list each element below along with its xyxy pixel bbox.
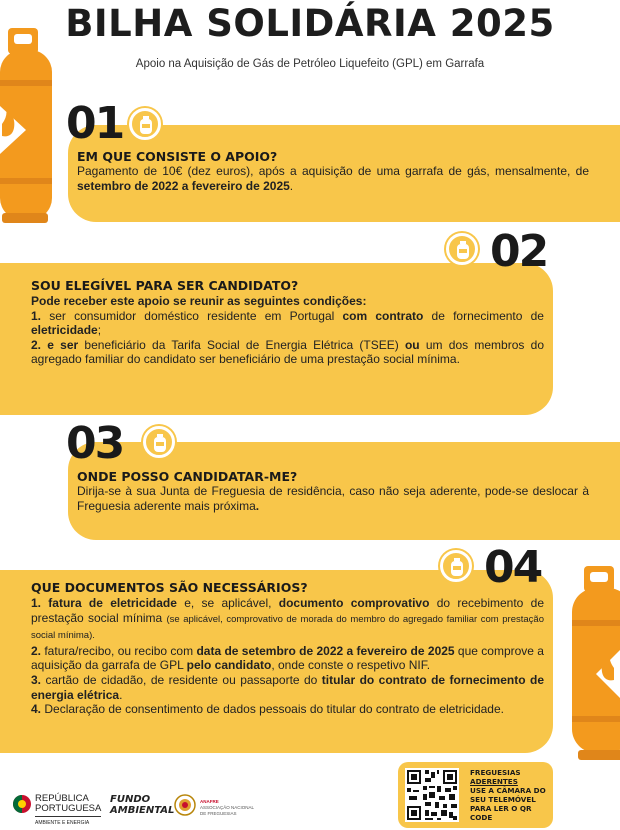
section-01-heading: EM QUE CONSISTE O APOIO? <box>77 149 278 164</box>
section-03-heading: ONDE POSSO CANDIDATAR-ME? <box>77 469 298 484</box>
anafre-line1: ANAFRE <box>200 799 219 804</box>
anafre-line3: DE FREGUESIAS <box>200 811 237 816</box>
fundo-line2: AMBIENTAL <box>110 805 175 816</box>
section-02-number: 02 <box>490 226 548 277</box>
fundo-line1: FUNDO <box>110 794 151 805</box>
section-04-body: 1. fatura de eletricidade e, se aplicável, documento comprovativo do recebimento de prestação social mínima (se aplicável, comprovativo de morada do membro do agregado familiar com prestação social mínima). 2. fatura/recibo, ou recibo com data de setembro de 2022 a fevereiro de 2025 que comprove a aquisição da garrafa de GPL pelo candidato, onde conste o respetivo NIF. 3. cartão de cidadão, de residente ou passaporte do titular do contrato de fornecimento de energia elétrica. 4. Declaração de consentimento de dados pessoais do titular do contrato de eletricidade. <box>31 596 544 717</box>
logo-republica-portuguesa <box>35 794 101 828</box>
section-04-heading: QUE DOCUMENTOS SÃO NECESSÁRIOS? <box>31 580 308 595</box>
section-01-number: 01 <box>66 98 124 149</box>
anafre-line2: ASSOCIAÇÃO NACIONAL <box>200 805 255 810</box>
qr-code-icon[interactable] <box>405 768 459 822</box>
logo-anafre <box>200 799 254 817</box>
section-03-body: Dirija-se à sua Junta de Freguesia de residência, caso não seja aderente, pode-se deslocar à Freguesia aderente mais próxima. <box>77 484 589 513</box>
page-subtitle: Apoio na Aquisição de Gás de Petróleo Liquefeito (GPL) em Garrafa <box>135 58 485 70</box>
republica-portuguesa-emblem-icon <box>12 794 32 814</box>
anafre-emblem-icon <box>174 794 196 816</box>
qr-line1: FREGUESIAS <box>470 768 521 777</box>
gas-bottle-icon <box>143 426 175 458</box>
section-04-number: 04 <box>484 542 542 593</box>
republica-line1: REPÚBLICA <box>35 793 89 804</box>
gas-bottle-right-illustration <box>570 566 620 761</box>
republica-line2: PORTUGUESA <box>35 803 102 814</box>
section-02-heading: SOU ELEGÍVEL PARA SER CANDIDATO? <box>31 278 299 293</box>
section-03-number: 03 <box>66 418 124 469</box>
qr-line3: USE A CÂMARA DO SEU TELEMÓVEL PARA LER O QR CODE <box>470 786 546 822</box>
gas-bottle-icon <box>440 550 472 582</box>
page-title: BILHA SOLIDÁRIA 2025 <box>65 2 555 45</box>
section-02-body: Pode receber este apoio se reunir as seguintes condições: 1. ser consumidor doméstico residente em Portugal com contrato de fornecimento de eletricidade; 2. e ser beneficiário da Tarifa Social de Energia Elétrica (TSEE) ou um dos membros do agregado familiar do candidato ser beneficiário de uma prestação social mínima. <box>31 294 544 367</box>
section-01-body: Pagamento de 10€ (dez euros), após a aquisição de uma garrafa de gás, mensalmente, de setembro de 2022 a fevereiro de 2025. <box>77 164 589 193</box>
qr-line2: ADERENTES <box>470 777 518 786</box>
logo-fundo-ambiental <box>110 794 174 816</box>
republica-line3: AMBIENTE E ENERGIA <box>35 816 101 828</box>
gas-bottle-icon <box>446 233 478 265</box>
gas-bottle-icon <box>129 108 161 140</box>
qr-caption <box>470 768 550 822</box>
